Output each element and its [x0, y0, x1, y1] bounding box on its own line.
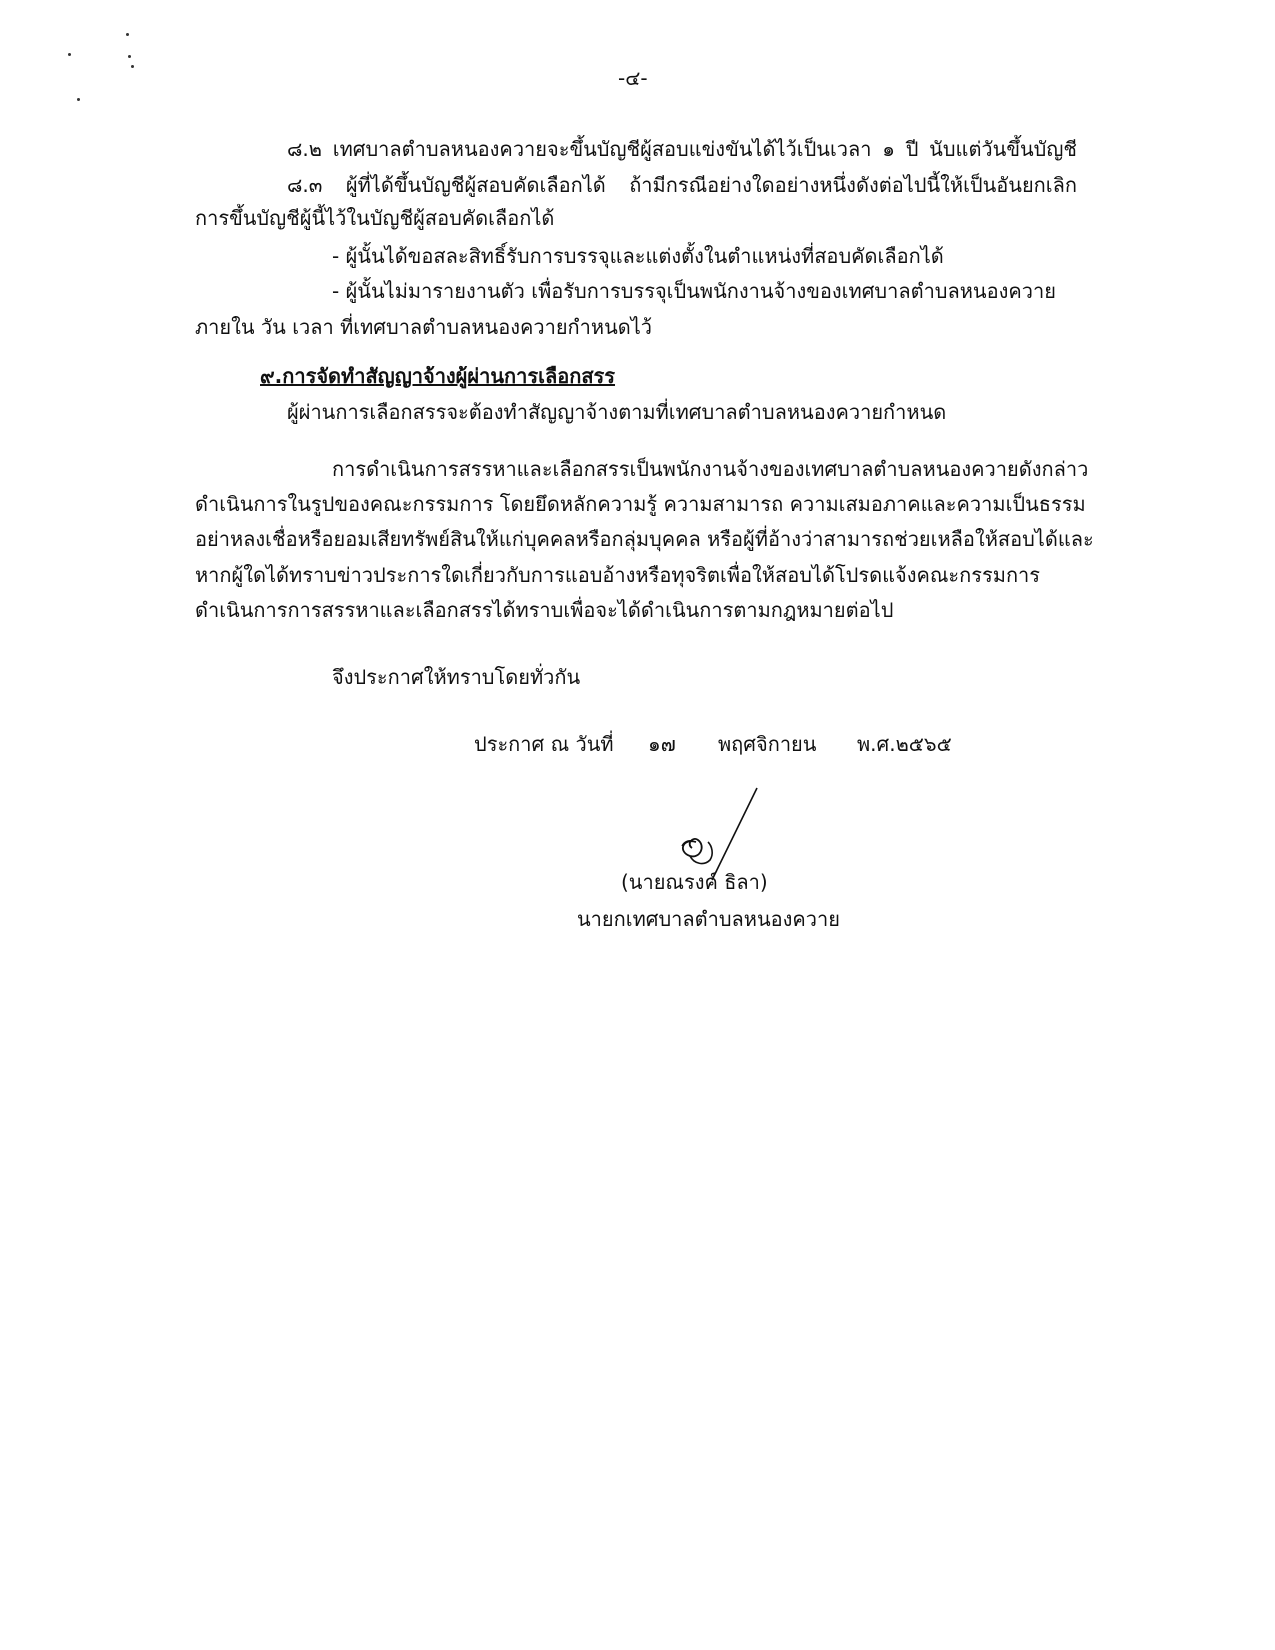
date-year: พ.ศ.๒๕๖๕ — [857, 732, 952, 756]
closing-paragraph-line4: หากผู้ใดได้ทราบข่าวประการใดเกี่ยวกับการแอบอ้างหรือทุจริตเพื่อให้สอบได้โปรดแจ้งคณะกรรมการ — [195, 563, 1041, 587]
date-month: พฤศจิกายน — [718, 732, 817, 756]
signatory-name: (นายณรงค์ ธิลา) — [621, 870, 768, 894]
closing-paragraph-line5: ดำเนินการการสรรหาและเลือกสรรได้ทราบเพื่อจะได้ดำเนินการตามกฎหมายต่อไป — [195, 598, 894, 622]
date-prefix: ประกาศ ณ วันที่ — [474, 732, 614, 756]
announcement-line: จึงประกาศให้ทราบโดยทั่วกัน — [332, 665, 581, 689]
date-day: ๑๗ — [648, 732, 676, 756]
scan-speck — [77, 98, 80, 101]
clause-8-3-bullet-1: - ผู้นั้นได้ขอสละสิทธิ์รับการบรรจุและแต่งตั้งในตำแหน่งที่สอบคัดเลือกได้ — [332, 244, 944, 268]
clause-8-3-line1: ๘.๓ ผู้ที่ได้ขึ้นบัญชีผู้สอบคัดเลือกได้ ถ้ามีกรณีอย่างใดอย่างหนึ่งดังต่อไปนี้ให้เป็นอันยกเลิก — [287, 173, 1077, 197]
page-number: -๔- — [618, 66, 648, 90]
scan-speck — [68, 53, 71, 56]
closing-paragraph-line1: การดำเนินการสรรหาและเลือกสรรเป็นพนักงานจ้างของเทศบาลตำบลหนองควายดังกล่าว — [332, 457, 1089, 481]
clause-9-heading: ๙.การจัดทำสัญญาจ้างผู้ผ่านการเลือกสรร — [260, 364, 616, 388]
scan-speck — [128, 55, 131, 58]
clause-8-3-line2: การขึ้นบัญชีผู้นี้ไว้ในบัญชีผู้สอบคัดเลือกได้ — [195, 206, 555, 230]
scan-speck — [131, 65, 134, 68]
signatory-title: นายกเทศบาลตำบลหนองควาย — [577, 907, 840, 931]
clause-9-body: ผู้ผ่านการเลือกสรรจะต้องทำสัญญาจ้างตามที่เทศบาลตำบลหนองควายกำหนด — [287, 400, 947, 424]
clause-8-3-bullet-2-line1: - ผู้นั้นไม่มารายงานตัว เพื่อรับการบรรจุเป็นพนักงานจ้างของเทศบาลตำบลหนองควาย — [332, 279, 1056, 303]
closing-paragraph-line3: อย่าหลงเชื่อหรือยอมเสียทรัพย์สินให้แก่บุคคลหรือกลุ่มบุคคล หรือผู้ที่อ้างว่าสามารถช่วยเหลือให้สอบได้และ — [195, 527, 1094, 551]
closing-paragraph-line2: ดำเนินการในรูปของคณะกรรมการ โดยยึดหลักความรู้ ความสามารถ ความเสมอภาคและความเป็นธรรม — [195, 492, 1086, 516]
clause-8-2: ๘.๒ เทศบาลตำบลหนองควายจะขึ้นบัญชีผู้สอบแข่งขันได้ไว้เป็นเวลา ๑ ปี นับแต่วันขึ้นบัญชี — [287, 137, 1077, 161]
clause-8-3-bullet-2-line2: ภายใน วัน เวลา ที่เทศบาลตำบลหนองควายกำหนดไว้ — [195, 315, 653, 339]
scan-speck — [126, 33, 129, 36]
